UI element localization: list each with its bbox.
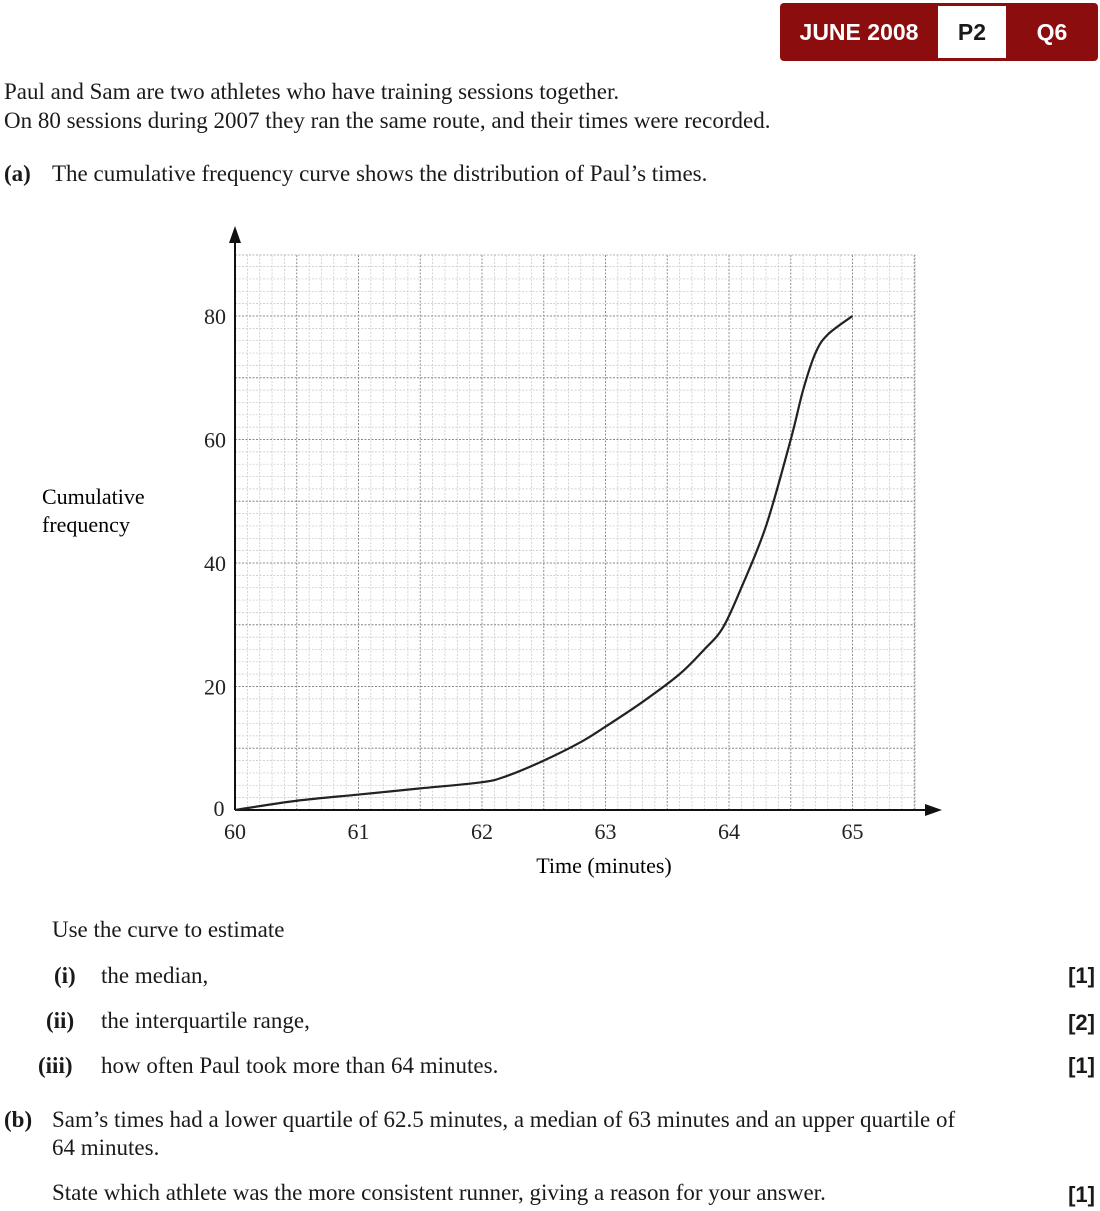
question-iii-marks: [1] xyxy=(1068,1053,1095,1078)
y-tick-label: 80 xyxy=(204,304,226,329)
part-b-line-2: 64 minutes. xyxy=(52,1135,160,1160)
y-axis-label-line-2: frequency xyxy=(42,512,130,537)
intro-line-2: On 80 sessions during 2007 they ran the same route, and their times were recorded. xyxy=(4,108,771,133)
part-b-marks: [1] xyxy=(1068,1182,1095,1207)
part-b-line-1: Sam’s times had a lower quartile of 62.5 minutes, a median of 63 minutes and an upper quartile of xyxy=(52,1107,956,1132)
part-b-line-3: State which athlete was the more consistent runner, giving a reason for your answer. xyxy=(52,1180,826,1205)
question-iii-text: how often Paul took more than 64 minutes. xyxy=(101,1053,499,1078)
x-tick-label: 61 xyxy=(347,819,370,844)
chart-major-grid xyxy=(235,255,915,810)
part-a-label: (a) xyxy=(4,161,31,186)
x-tick-label: 60 xyxy=(224,819,246,844)
y-tick-label: 20 xyxy=(204,674,226,700)
question-i-label: (i) xyxy=(54,963,76,988)
question-ii-label: (ii) xyxy=(46,1008,75,1033)
intro-line-1: Paul and Sam are two athletes who have training sessions together. xyxy=(4,79,620,104)
y-axis-label-line-1: Cumulative xyxy=(42,484,145,509)
x-tick-label: 63 xyxy=(594,819,617,844)
question-ii-marks: [2] xyxy=(1068,1010,1095,1035)
question-ii-text: the interquartile range, xyxy=(101,1008,310,1033)
questions-intro: Use the curve to estimate xyxy=(52,917,285,942)
y-tick-label: 60 xyxy=(204,427,226,453)
x-axis-arrow-icon xyxy=(925,804,942,816)
part-b-label: (b) xyxy=(4,1107,33,1132)
y-tick-label: 40 xyxy=(204,551,226,576)
part-a-text: The cumulative frequency curve shows the distribution of Paul’s times. xyxy=(52,161,708,186)
x-tick-label: 64 xyxy=(718,819,740,844)
x-tick-label: 65 xyxy=(841,819,864,844)
y-tick-labels xyxy=(204,304,226,821)
paper-number: P2 xyxy=(938,6,1006,58)
question-iii-label: (iii) xyxy=(38,1053,73,1078)
x-axis-label: Time (minutes) xyxy=(536,853,672,878)
x-tick-label: 62 xyxy=(471,819,493,844)
grid-border xyxy=(235,255,915,810)
chart-axes xyxy=(229,226,942,816)
question-number: Q6 xyxy=(1036,18,1068,45)
exam-date: JUNE 2008 xyxy=(799,18,919,45)
question-i-marks: [1] xyxy=(1068,963,1095,988)
x-tick-labels xyxy=(224,819,864,844)
question-i-text: the median, xyxy=(101,963,209,988)
y-tick-label-zero: 0 xyxy=(213,796,225,821)
y-axis-arrow-icon xyxy=(229,226,241,243)
chart-minor-grid xyxy=(235,255,915,810)
